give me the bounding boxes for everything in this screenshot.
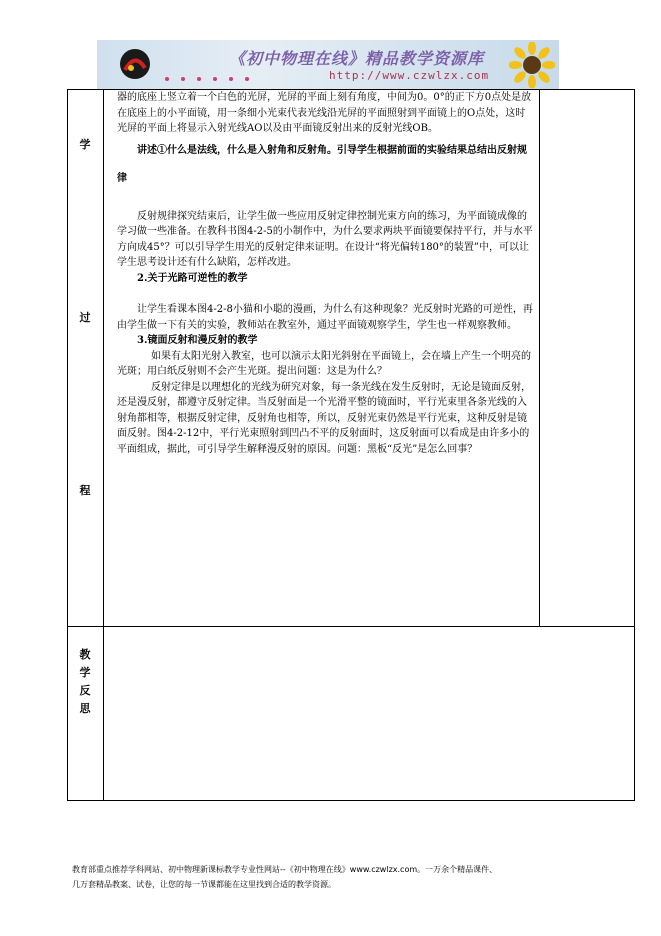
label-cheng: 程 xyxy=(79,484,91,497)
banner-url: http://www.czwlzx.com xyxy=(329,69,490,82)
paragraph-sunlight-demo: 如果有太阳光射入教室，也可以演示太阳光斜射在平面镜上，会在墙上产生一个明亮的光斑；用白纸反射则不会产生光斑。提出问题：这是为什么？ xyxy=(117,350,531,377)
site-logo-icon xyxy=(119,48,151,80)
footer-line-1: 教育部重点推荐学科网站、初中物理新课标教学专业性网站--《初中物理在线》www.czwlzx.com。一万余个精品课件、 xyxy=(72,865,498,874)
label-reflection-4: 思 xyxy=(79,702,91,715)
label-reflection-3: 反 xyxy=(79,684,91,697)
label-xue: 学 xyxy=(79,138,91,151)
lesson-content xyxy=(117,90,535,457)
paragraph-reflection-practice: 反射规律探究结束后，让学生做一些应用反射定律控制光束方向的练习，为平面镜成像的学习做一些准备。在教科书图4-2-5的小制作中，为什么要求两块平面镜要保持平行，并与水平方向成45°？可以引导学生用光的反射定律来证明。在设计“将光偏转180°的装置”中，可以让学生思考设计还有什么缺陷，怎样改进。 xyxy=(117,210,533,268)
paragraph-apparatus: 器的底座上竖立着一个白色的光屏，光屏的平面上刻有角度，中间为0。0°的正下方0点处是放在底座上的小平面镜，用一条细小光束代表光线沿光屏的平面照射到平面镜上的O点处，这时光屏的平面上将显示入射光线AO以及由平面镜反射出来的反射光线OB。 xyxy=(117,92,532,134)
banner-title: 《初中物理在线》精品教学资源库 xyxy=(229,49,485,68)
row-divider xyxy=(67,626,635,627)
heading-reversibility: 2.关于光路可逆性的教学 xyxy=(137,272,248,284)
right-column-divider xyxy=(539,89,540,626)
paragraph-explain-normal: 讲述①什么是法线，什么是入射角和反射角。引导学生根据前面的实验结果总结出反射规律 xyxy=(117,144,527,184)
page-footer xyxy=(72,862,632,892)
sunflower-icon xyxy=(509,42,555,88)
label-guo: 过 xyxy=(79,311,91,324)
table-right-border xyxy=(634,89,635,801)
header-banner xyxy=(97,40,559,90)
footer-line-2: 几万套精品教案、试卷，让您的每一节课都能在这里找到合适的教学资源。 xyxy=(72,880,336,889)
label-column-divider xyxy=(103,89,104,801)
decorative-dots xyxy=(161,74,281,84)
label-reflection-2: 学 xyxy=(79,666,91,679)
paragraph-reversibility: 让学生看课本图4-2-8小猫和小聪的漫画，为什么有这种现象？光反射时光路的可逆性，再由学生做一下有关的实验，教师站在教室外，通过平面镜观察学生，学生也一样观察教师。 xyxy=(117,304,533,331)
label-reflection-1: 教 xyxy=(79,648,91,661)
table-bottom-border xyxy=(67,800,635,801)
paragraph-diffuse-explanation: 反射定律是以理想化的光线为研究对象，每一条光线在发生反射时，无论是镜面反射，还是漫反射，都遵守反射定律。当反射面是一个光滑平整的镜面时，平行光束里各条光线的入射角都相等，根据反射定律，反射角也相等，所以，反射光束仍然是平行光束，这种反射是镜面反射。图4-2-12中，平行光束照射到凹凸不平的反射面时，这反射面可以看成是由许多小的平面组成，据此，可引导学生解释漫反射的原因。问题：黑板“反光”是怎么回事？ xyxy=(117,381,531,455)
heading-specular-diffuse: 3.镜面反射和漫反射的教学 xyxy=(137,335,258,346)
